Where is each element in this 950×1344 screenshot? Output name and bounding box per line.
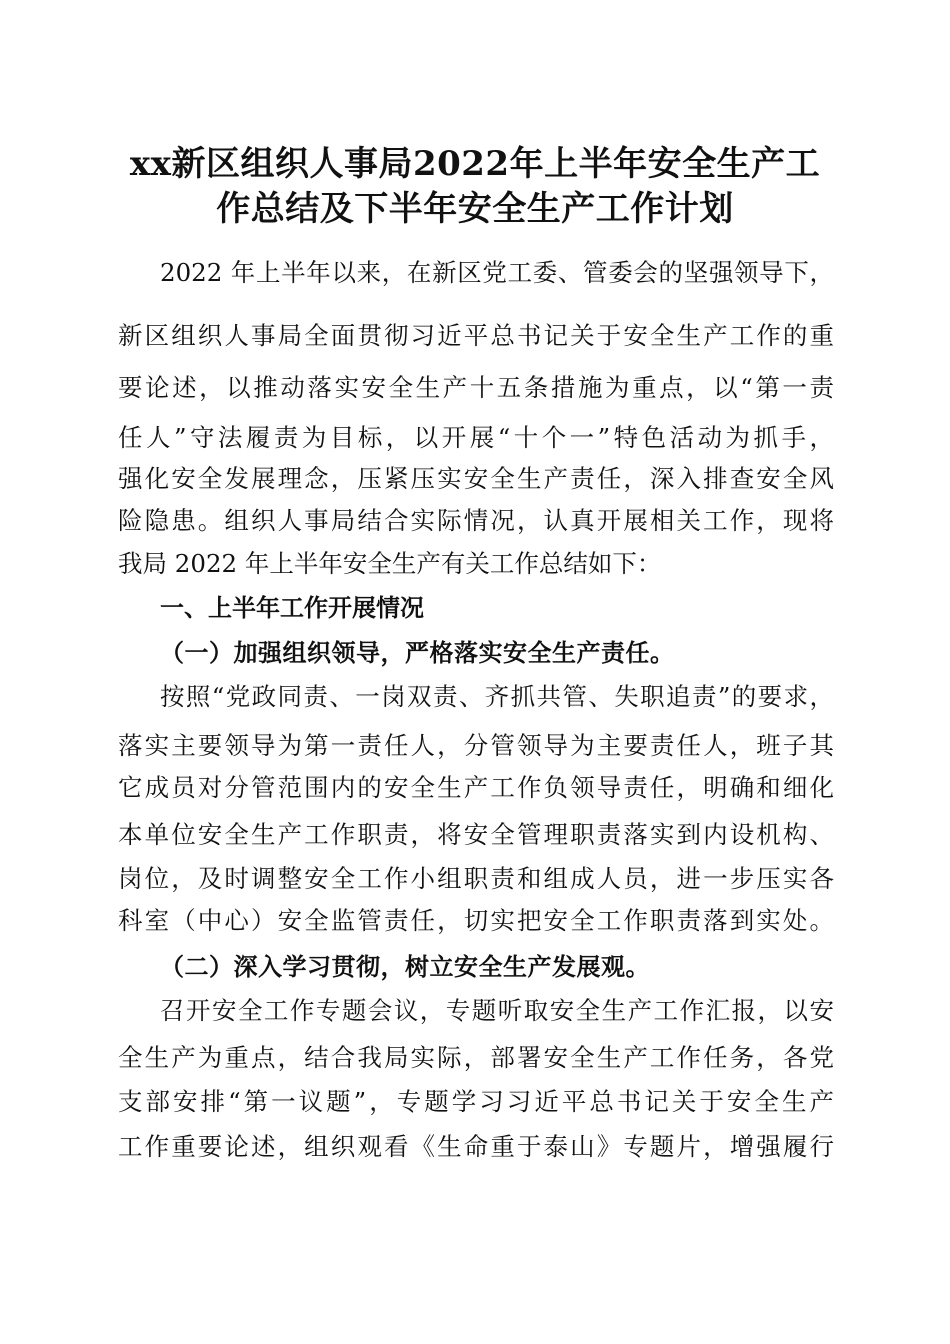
sub2-line-3: 支部安排“第一议题”，专题学习习近平总书记关于安全生产 xyxy=(118,1087,834,1116)
document-title-line-1: xx新区组织人事局2022年上半年安全生产工 xyxy=(129,144,821,184)
sub1-line-4: 本单位安全生产工作职责，将安全管理职责落实到内设机构、 xyxy=(118,820,834,849)
intro-line-1: 2022 年上半年以来，在新区党工委、管委会的坚强领导下， xyxy=(160,258,834,287)
sub1-line-5: 岗位，及时调整安全工作小组职责和组成人员，进一步压实各 xyxy=(118,864,834,893)
sub1-line-1: 按照“党政同责、一岗双责、齐抓共管、失职追责”的要求， xyxy=(160,682,834,711)
sub2-line-1: 召开安全工作专题会议，专题听取安全生产工作汇报，以安 xyxy=(160,996,834,1025)
intro-line-7: 我局 2022 年上半年安全生产有关工作总结如下： xyxy=(118,549,662,578)
sub2-line-2: 全生产为重点，结合我局实际，部署安全生产工作任务，各党 xyxy=(118,1043,834,1072)
intro-line-2: 新区组织人事局全面贯彻习近平总书记关于安全生产工作的重 xyxy=(118,321,834,350)
sub1-line-3: 它成员对分管范围内的安全生产工作负领导责任，明确和细化 xyxy=(118,773,834,802)
intro-line-6: 险隐患。组织人事局结合实际情况，认真开展相关工作，现将 xyxy=(118,506,834,535)
document-title-line-2: 作总结及下半年安全生产工作计划 xyxy=(216,189,734,229)
section-heading-1: 一、上半年工作开展情况 xyxy=(160,594,424,622)
sub1-line-2: 落实主要领导为第一责任人，分管领导为主要责任人，班子其 xyxy=(118,731,834,760)
subsection-heading-1: （一）加强组织领导，严格落实安全生产责任。 xyxy=(160,638,675,667)
intro-line-4: 任人”守法履责为目标，以开展“十个一”特色活动为抓手， xyxy=(118,423,834,452)
subsection-heading-2: （二）深入学习贯彻，树立安全生产发展观。 xyxy=(160,952,650,981)
intro-line-3: 要论述，以推动落实安全生产十五条措施为重点，以“第一责 xyxy=(118,373,834,402)
sub2-line-4: 工作重要论述，组织观看《生命重于泰山》专题片，增强履行 xyxy=(118,1132,834,1161)
sub1-line-6: 科室（中心）安全监管责任，切实把安全工作职责落到实处。 xyxy=(118,906,834,935)
intro-line-5: 强化安全发展理念，压紧压实安全生产责任，深入排查安全风 xyxy=(118,464,834,493)
